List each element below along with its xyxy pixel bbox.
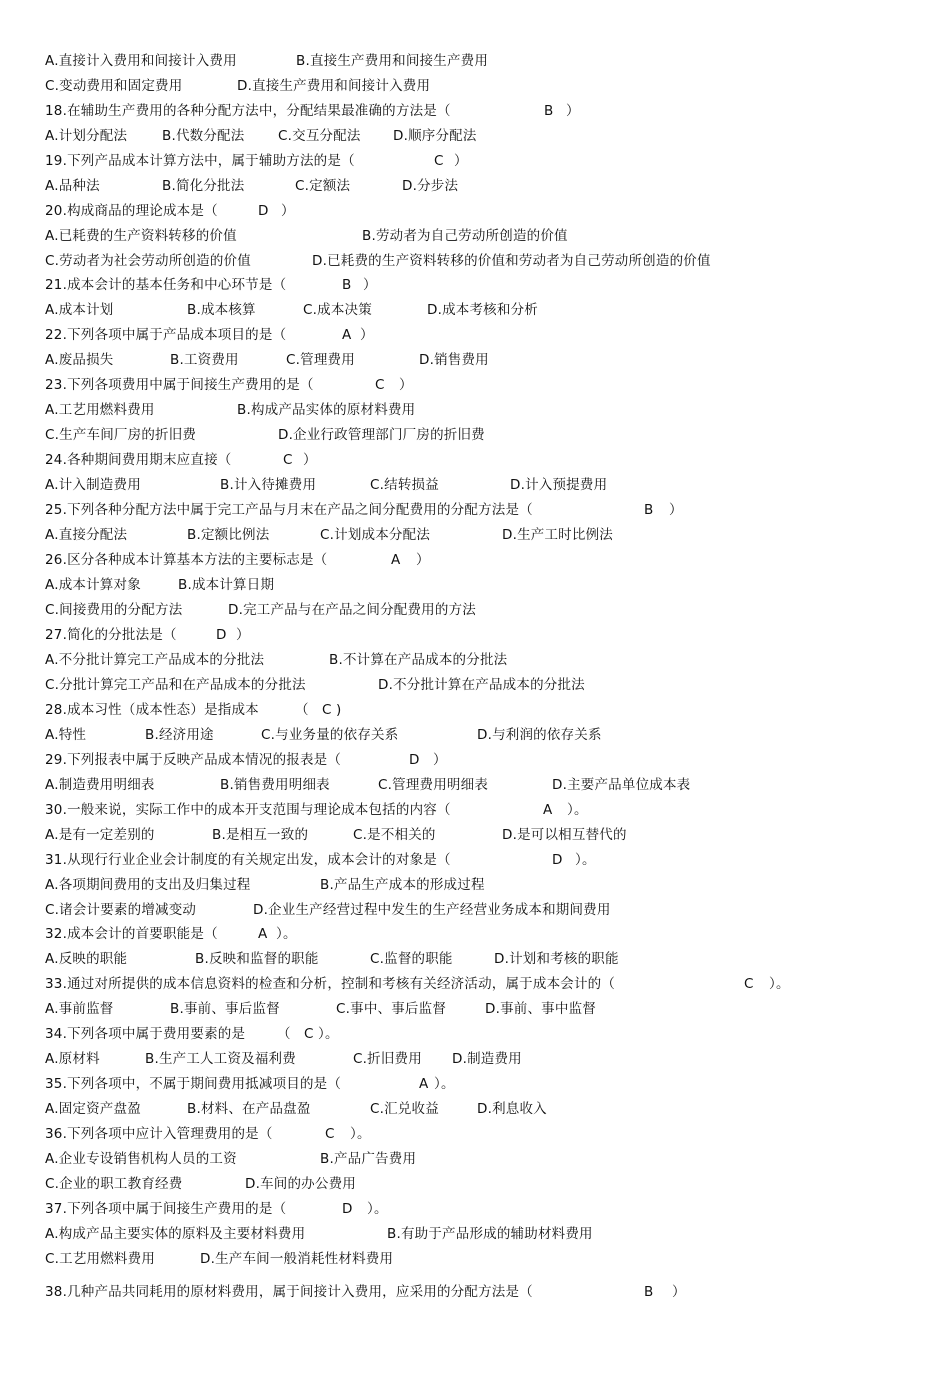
option-text: A.直接分配法 [45,527,128,543]
option-text: C.生产车间厂房的折旧费 [45,427,197,443]
option-text: C.管理费用 [286,352,355,368]
question-text: 18.在辅助生产费用的各种分配方法中，分配结果最准确的方法是（ [45,103,451,119]
question-text: 22.下列各项中属于产品成本项目的是（ [45,327,287,343]
question-23 [45,375,413,395]
option-text: A.已耗费的生产资料转移的价值 [45,228,237,244]
q29-options [45,775,691,795]
answer-letter: D [258,203,269,219]
option-text: C.间接费用的分配方法 [45,602,183,618]
question-20 [45,201,295,221]
closing-paren: ） [236,627,250,643]
q19-options [45,176,459,196]
question-34 [45,1024,339,1044]
option-text: C.企业的职工教育经费 [45,1176,183,1192]
option-text: C.是不相关的 [353,827,436,843]
closing-paren: ）。 [350,1126,371,1142]
q34-options [45,1049,522,1069]
option-text: D.生产工时比例法 [502,527,613,543]
option-text: D.完工产品与在产品之间分配费用的方法 [228,602,476,618]
question-text: 23.下列各项费用中属于间接生产费用的是（ [45,377,314,393]
question-text: 19.下列产品成本计算方法中，属于辅助方法的是（ [45,153,355,169]
q26-options-c-d [45,600,476,620]
question-18 [45,101,580,121]
option-text: A.计划分配法 [45,128,128,144]
q37-options-c-d [45,1249,394,1269]
question-text: 20.构成商品的理论成本是（ [45,203,218,219]
q22-options [45,350,489,370]
q27-options-c-d [45,675,585,695]
option-text: C.分批计算完工产品和在产品成本的分批法 [45,677,306,693]
option-text: C.汇兑收益 [370,1101,439,1117]
question-36 [45,1124,371,1144]
option-text: B.成本核算 [187,302,256,318]
q35-options [45,1099,547,1119]
option-text: D.制造费用 [452,1051,522,1067]
answer-letter: C [325,1126,335,1142]
closing-paren: ） [399,377,413,393]
option-text: A.废品损失 [45,352,114,368]
q31-options-c-d [45,900,611,920]
answer-letter: B [644,1284,654,1300]
option-text: A.成本计划 [45,302,114,318]
option-text: C.结转损益 [370,477,439,493]
option-text: A.直接计入费用和间接计入费用 [45,53,237,69]
option-text: B.不计算在产品成本的分批法 [329,652,508,668]
question-26 [45,550,430,570]
closing-paren: ） [360,327,374,343]
option-text: A.计入制造费用 [45,477,141,493]
option-text: B.是相互一致的 [212,827,309,843]
q32-options [45,949,619,969]
question-text: 31.从现行行业企业会计制度的有关规定出发，成本会计的对象是（ [45,852,451,868]
answer-letter: C [304,1026,314,1042]
question-19 [45,151,468,171]
closing-paren: ） [303,452,317,468]
option-text: C.工艺用燃料费用 [45,1251,156,1267]
q24-options [45,475,608,495]
option-text: B.简化分批法 [162,178,245,194]
question-text: 37.下列各项中属于间接生产费用的是（ [45,1201,287,1217]
q23-options-a-b [45,400,416,420]
option-text: A.构成产品主要实体的原料及主要材料费用 [45,1226,306,1242]
question-38 [45,1282,686,1302]
answer-letter: A [342,327,352,343]
option-text: D.计入预提费用 [510,477,608,493]
q28-options [45,725,602,745]
answer-letter: C [322,702,332,718]
question-24 [45,450,317,470]
question-text: 32.成本会计的首要职能是（ [45,926,218,942]
option-text: A.成本计算对象 [45,577,141,593]
option-text: C.成本决策 [303,302,372,318]
q33-options [45,999,596,1019]
option-text: B.劳动者为自己劳动所创造的价值 [362,228,568,244]
option-text: D.成本考核和分析 [427,302,538,318]
question-28 [45,700,342,720]
option-text: A.品种法 [45,178,100,194]
option-text: D.车间的办公费用 [245,1176,356,1192]
question-text: 27.简化的分批法是（ [45,627,177,643]
option-text: B.事前、事后监督 [170,1001,280,1017]
closing-paren: ）。 [769,976,790,992]
option-text: D.是可以相互替代的 [502,827,627,843]
option-text: A.反映的职能 [45,951,128,967]
question-21 [45,275,377,295]
option-text: C.与业务量的依存关系 [261,727,399,743]
option-text: D.企业行政管理部门厂房的折旧费 [278,427,485,443]
question-29 [45,750,447,770]
q17-options-c-d [45,76,431,96]
closing-paren: ）。 [567,802,588,818]
option-text: D.企业生产经营过程中发生的生产经营业务成本和期间费用 [253,902,611,918]
option-text: C.计划成本分配法 [320,527,431,543]
option-text: B.工资费用 [170,352,239,368]
option-text: C.事中、事后监督 [336,1001,447,1017]
closing-paren: ）。 [318,1026,339,1042]
option-text: A.特性 [45,727,87,743]
option-text: C.监督的职能 [370,951,453,967]
question-22 [45,325,374,345]
option-text: C.定额法 [295,178,351,194]
option-text: C.变动费用和固定费用 [45,78,183,94]
question-text: 33.通过对所提供的成本信息资料的检查和分析，控制和考核有关经济活动，属于成本会计的（ [45,976,616,992]
option-text: D.事前、事中监督 [485,1001,596,1017]
option-text: A.固定资产盘盈 [45,1101,141,1117]
question-30 [45,800,588,820]
closing-paren: ) [336,702,342,718]
closing-paren: ） [363,277,377,293]
option-text: B.产品生产成本的形成过程 [320,877,485,893]
option-text: A.工艺用燃料费用 [45,402,155,418]
option-text: D.已耗费的生产资料转移的价值和劳动者为自己劳动所创造的价值 [312,253,711,269]
closing-paren: ） [672,1284,686,1300]
answer-letter: C [375,377,385,393]
answer-letter: A [258,926,268,942]
question-text: 30.一般来说，实际工作中的成本开支范围与理论成本包括的内容（ [45,802,451,818]
option-text: B.反映和监督的职能 [195,951,319,967]
q31-options-a-b [45,875,485,895]
option-text: A.制造费用明细表 [45,777,155,793]
question-31 [45,850,596,870]
question-37 [45,1199,388,1219]
q36-options-a-b [45,1149,417,1169]
question-27 [45,625,250,645]
question-text: 25.下列各种分配方法中属于完工产品与月末在产品之间分配费用的分配方法是（ [45,502,533,518]
option-text: A.不分批计算完工产品成本的分批法 [45,652,265,668]
answer-letter: C [744,976,754,992]
option-text: B.有助于产品形成的辅助材料费用 [387,1226,593,1242]
question-32 [45,924,297,944]
closing-paren: ） [433,752,447,768]
answer-letter: B [644,502,654,518]
option-text: B.代数分配法 [162,128,245,144]
closing-paren: ）。 [367,1201,388,1217]
closing-paren: ）。 [575,852,596,868]
question-text: 26.区分各种成本计算基本方法的主要标志是（ [45,552,328,568]
q30-options [45,825,627,845]
answer-letter: D [342,1201,353,1217]
option-text: C.劳动者为社会劳动所创造的价值 [45,253,251,269]
closing-paren: ）。 [276,926,297,942]
q37-options-a-b [45,1224,593,1244]
closing-paren: ） [281,203,295,219]
q20-options-a-b [45,226,568,246]
option-text: B.材料、在产品盘盈 [187,1101,311,1117]
opening-paren: （ [277,1026,291,1042]
option-text: D.销售费用 [419,352,489,368]
option-text: B.经济用途 [145,727,214,743]
question-text: 38.几种产品共同耗用的原材料费用，属于间接计入费用，应采用的分配方法是（ [45,1284,533,1300]
option-text: D.与利润的依存关系 [477,727,602,743]
question-25 [45,500,683,520]
option-text: B.销售费用明细表 [220,777,330,793]
opening-paren: （ [295,702,309,718]
answer-letter: D [409,752,420,768]
answer-letter: C [434,153,444,169]
q20-options-c-d [45,251,711,271]
option-text: A.原材料 [45,1051,100,1067]
option-text: D.不分批计算在产品成本的分批法 [378,677,585,693]
option-text: B.成本计算日期 [178,577,275,593]
question-text: 28.成本习性（成本性态）是指成本 [45,702,259,718]
option-text: C.管理费用明细表 [378,777,489,793]
closing-paren: ） [566,103,580,119]
question-35 [45,1074,455,1094]
q26-options-a-b [45,575,275,595]
question-text: 21.成本会计的基本任务和中心环节是（ [45,277,287,293]
option-text: B.构成产品实体的原材料费用 [237,402,416,418]
q25-options [45,525,613,545]
option-text: B.定额比例法 [187,527,270,543]
q23-options-c-d [45,425,485,445]
option-text: D.计划和考核的职能 [494,951,619,967]
answer-letter: A [419,1076,429,1092]
option-text: D.分步法 [402,178,459,194]
closing-paren: ） [416,552,430,568]
q17-options-a-b [45,51,489,71]
option-text: D.直接生产费用和间接计入费用 [237,78,431,94]
option-text: A.各项期间费用的支出及归集过程 [45,877,251,893]
closing-paren: ） [454,153,468,169]
option-text: B.产品广告费用 [320,1151,417,1167]
option-text: A.事前监督 [45,1001,114,1017]
q18-options [45,126,477,146]
option-text: B.计入待摊费用 [220,477,317,493]
closing-paren: ）。 [434,1076,455,1092]
question-text: 34.下列各项中属于费用要素的是 [45,1026,246,1042]
answer-letter: C [283,452,293,468]
option-text: C.交互分配法 [278,128,361,144]
option-text: D.生产车间一般消耗性材料费用 [200,1251,394,1267]
q21-options [45,300,538,320]
q27-options-a-b [45,650,508,670]
question-33 [45,974,790,994]
option-text: A.企业专设销售机构人员的工资 [45,1151,237,1167]
answer-letter: A [543,802,553,818]
q36-options-c-d [45,1174,356,1194]
answer-letter: D [216,627,227,643]
option-text: C.折旧费用 [353,1051,422,1067]
question-text: 36.下列各项中应计入管理费用的是（ [45,1126,273,1142]
answer-letter: B [342,277,352,293]
answer-letter: A [391,552,401,568]
answer-letter: D [552,852,563,868]
option-text: C.诸会计要素的增减变动 [45,902,197,918]
question-text: 35.下列各项中，不属于期间费用抵减项目的是（ [45,1076,342,1092]
option-text: D.利息收入 [477,1101,547,1117]
option-text: B.生产工人工资及福利费 [145,1051,296,1067]
question-text: 24.各种期间费用期末应直接（ [45,452,232,468]
option-text: A.是有一定差别的 [45,827,155,843]
question-text: 29.下列报表中属于反映产品成本情况的报表是（ [45,752,342,768]
option-text: B.直接生产费用和间接生产费用 [296,53,489,69]
answer-letter: B [544,103,554,119]
closing-paren: ） [669,502,683,518]
option-text: D.主要产品单位成本表 [552,777,691,793]
option-text: D.顺序分配法 [393,128,477,144]
